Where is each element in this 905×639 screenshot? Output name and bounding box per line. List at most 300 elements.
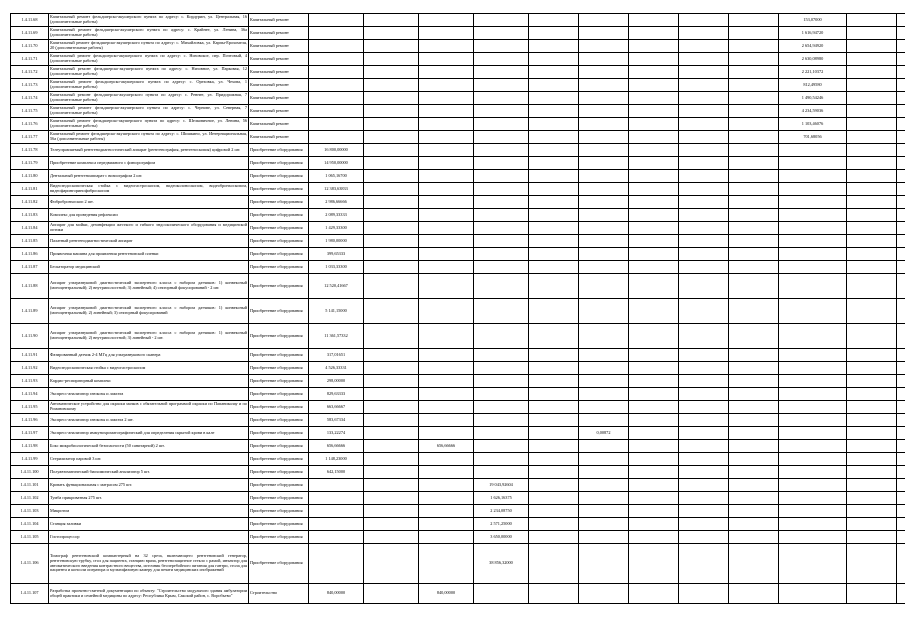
value-cell: [529, 105, 579, 118]
row-name: Фазированный датчик 2-4 МГц для ультразвукового сканера: [49, 349, 249, 362]
row-number: 1.4.11.85: [11, 235, 49, 248]
value-cell: [579, 349, 629, 362]
value-cell: [579, 274, 629, 299]
value-cell: [779, 261, 847, 274]
value-cell: [364, 66, 419, 79]
row-name: Автоматическое устройство для окраски мазков с обязательной программой окраски по Папаниколау и по Романовскому: [49, 401, 249, 414]
value-cell: [474, 27, 529, 40]
value-cell: [897, 14, 905, 27]
value-cell: [529, 299, 579, 324]
table-row: [11, 79, 905, 92]
row-type: Приобретение оборудования: [249, 505, 309, 518]
table-row: [11, 209, 905, 222]
row-name: Капитальный ремонт фельдшерско-акушерского пункта по адресу: с. Кордурин, ул. Центральная, 16 (дополнительные работы): [49, 14, 249, 27]
value-cell: [629, 584, 679, 604]
value-cell: [529, 466, 579, 479]
value-cell: [679, 196, 729, 209]
value-cell: [529, 375, 579, 388]
value-cell: [529, 349, 579, 362]
row-name: Капитальный ремонт фельдшерско-акушерского пункта по адресу: с. Реннее, ул. Придорожная, 7 (дополнительные работы): [49, 92, 249, 105]
value-cell: [364, 131, 419, 144]
row-type: Приобретение оборудования: [249, 299, 309, 324]
row-type: Капитальный ремонт: [249, 118, 309, 131]
table-row: [11, 157, 905, 170]
value-cell: [309, 131, 364, 144]
value-cell: [419, 118, 474, 131]
value-cell: 2 654,94920: [779, 40, 847, 53]
value-cell: 1 429,33300: [309, 222, 364, 235]
value-cell: [679, 479, 729, 492]
row-type: Приобретение оборудования: [249, 453, 309, 466]
value-cell: [579, 440, 629, 453]
value-cell: [847, 196, 897, 209]
value-cell: 12 383,63833: [309, 183, 364, 196]
value-cell: [529, 261, 579, 274]
row-type: Приобретение оборудования: [249, 324, 309, 349]
row-number: 1.4.11.98: [11, 440, 49, 453]
value-cell: [847, 584, 897, 604]
value-cell: [364, 261, 419, 274]
value-cell: [529, 531, 579, 544]
value-cell: [897, 453, 905, 466]
value-cell: [364, 414, 419, 427]
value-cell: [779, 196, 847, 209]
row-name: Капитальный ремонт фельдшерско-акушерского пункта по адресу: с. Низовское, пер. Почтовый, 4 (дополнительные работы): [49, 53, 249, 66]
value-cell: [679, 414, 729, 427]
value-cell: [729, 531, 779, 544]
value-cell: [629, 235, 679, 248]
value-cell: [364, 209, 419, 222]
value-cell: 1 065,16700: [309, 170, 364, 183]
value-cell: [679, 466, 729, 479]
value-cell: [579, 14, 629, 27]
value-cell: [579, 27, 629, 40]
value-cell: [579, 196, 629, 209]
row-type: Приобретение оборудования: [249, 401, 309, 414]
row-number: 1.4.11.102: [11, 492, 49, 505]
value-cell: [364, 144, 419, 157]
row-number: 1.4.11.84: [11, 222, 49, 235]
value-cell: [529, 505, 579, 518]
table-row: [11, 453, 905, 466]
value-cell: [897, 131, 905, 144]
table-row: [11, 479, 905, 492]
row-name: Проявочная машина для проявления рентгеновской пленки: [49, 248, 249, 261]
value-cell: [897, 183, 905, 196]
value-cell: [847, 170, 897, 183]
row-number: 1.4.11.104: [11, 518, 49, 531]
value-cell: 1 490,54246: [779, 92, 847, 105]
value-cell: [474, 427, 529, 440]
value-cell: 583,67334: [309, 414, 364, 427]
value-cell: [779, 440, 847, 453]
value-cell: [474, 324, 529, 349]
value-cell: [847, 375, 897, 388]
value-cell: 701,68056: [779, 131, 847, 144]
row-name: Гистопроцессор: [49, 531, 249, 544]
value-cell: [474, 299, 529, 324]
value-cell: [779, 235, 847, 248]
value-cell: [364, 440, 419, 453]
row-type: Приобретение оборудования: [249, 362, 309, 375]
value-cell: [679, 299, 729, 324]
value-cell: 14 950,00000: [309, 157, 364, 170]
value-cell: [847, 518, 897, 531]
row-number: 1.4.11.69: [11, 27, 49, 40]
value-cell: [364, 584, 419, 604]
row-number: 1.4.11.83: [11, 209, 49, 222]
table-row: [11, 299, 905, 324]
value-cell: [779, 492, 847, 505]
value-cell: 656,66666: [309, 440, 364, 453]
value-cell: 1 616,94720: [779, 27, 847, 40]
value-cell: 5 141,15000: [309, 299, 364, 324]
value-cell: 133,22274: [309, 427, 364, 440]
value-cell: [579, 505, 629, 518]
value-cell: [364, 27, 419, 40]
row-type: Приобретение оборудования: [249, 349, 309, 362]
value-cell: [579, 453, 629, 466]
value-cell: [679, 66, 729, 79]
value-cell: [309, 92, 364, 105]
value-cell: [679, 144, 729, 157]
value-cell: [629, 492, 679, 505]
value-cell: [579, 388, 629, 401]
row-number: 1.4.11.97: [11, 427, 49, 440]
row-name: Микротом: [49, 505, 249, 518]
value-cell: [419, 27, 474, 40]
value-cell: [847, 427, 897, 440]
value-cell: [897, 274, 905, 299]
table-row: [11, 427, 905, 440]
value-cell: [419, 40, 474, 53]
row-number: 1.4.11.80: [11, 170, 49, 183]
row-type: Приобретение оборудования: [249, 196, 309, 209]
value-cell: [629, 362, 679, 375]
value-cell: [779, 274, 847, 299]
value-cell: [579, 375, 629, 388]
value-cell: [529, 479, 579, 492]
value-cell: [729, 14, 779, 27]
value-cell: [779, 222, 847, 235]
value-cell: 11 361,57332: [309, 324, 364, 349]
value-cell: [529, 324, 579, 349]
value-cell: [419, 479, 474, 492]
value-cell: [309, 27, 364, 40]
value-cell: [474, 105, 529, 118]
value-cell: [419, 427, 474, 440]
value-cell: [419, 531, 474, 544]
row-type: Приобретение оборудования: [249, 248, 309, 261]
value-cell: [847, 414, 897, 427]
value-cell: [779, 375, 847, 388]
value-cell: [529, 209, 579, 222]
value-cell: [679, 105, 729, 118]
value-cell: [629, 544, 679, 584]
value-cell: [897, 518, 905, 531]
value-cell: [529, 27, 579, 40]
value-cell: [629, 196, 679, 209]
value-cell: [729, 27, 779, 40]
value-cell: [679, 440, 729, 453]
value-cell: [629, 427, 679, 440]
value-cell: [679, 209, 729, 222]
row-name: Кровать функциональная с матрасом 275 шт.: [49, 479, 249, 492]
value-cell: [309, 105, 364, 118]
value-cell: 16 800,00000: [309, 144, 364, 157]
value-cell: [679, 324, 729, 349]
value-cell: [309, 544, 364, 584]
value-cell: [419, 324, 474, 349]
value-cell: [847, 544, 897, 584]
value-cell: [779, 414, 847, 427]
value-cell: [309, 40, 364, 53]
value-cell: [629, 53, 679, 66]
value-cell: [629, 105, 679, 118]
value-cell: [419, 183, 474, 196]
value-cell: 298,00000: [309, 375, 364, 388]
row-type: Приобретение оборудования: [249, 479, 309, 492]
value-cell: [579, 518, 629, 531]
value-cell: [474, 440, 529, 453]
table-row: [11, 466, 905, 479]
table-body: [11, 14, 905, 604]
value-cell: [529, 66, 579, 79]
row-name: Томограф рентгеновский компьютерный на 32 среза, включающего рентгеновский генератор, рентгеновскую трубку, стол для пациента, станцию врача, рентгенозащитное стекло с рамой, инъектор для автоматического введения контрастного вещества, источник бесперебойного питания для гантри, стола для пациента и консоли оператора и мультифазовую камеру для печати медицинских изображений: [49, 544, 249, 584]
value-cell: [847, 492, 897, 505]
value-cell: [847, 248, 897, 261]
value-cell: 2 630,08980: [779, 53, 847, 66]
value-cell: [364, 92, 419, 105]
value-cell: [779, 388, 847, 401]
value-cell: [364, 518, 419, 531]
row-number: 1.4.11.90: [11, 324, 49, 349]
value-cell: [474, 274, 529, 299]
value-cell: [474, 92, 529, 105]
row-name: Стерилизатор паровой 3 шт.: [49, 453, 249, 466]
value-cell: [729, 505, 779, 518]
row-number: 1.4.11.68: [11, 14, 49, 27]
value-cell: [364, 299, 419, 324]
value-cell: [529, 492, 579, 505]
value-cell: 656,66666: [419, 440, 474, 453]
row-type: Приобретение оборудования: [249, 144, 309, 157]
value-cell: [529, 14, 579, 27]
row-number: 1.4.11.82: [11, 196, 49, 209]
value-cell: [529, 518, 579, 531]
value-cell: [629, 66, 679, 79]
value-cell: 642,15000: [309, 466, 364, 479]
value-cell: 812,49580: [779, 79, 847, 92]
value-cell: [419, 144, 474, 157]
value-cell: [729, 414, 779, 427]
table-row: [11, 118, 905, 131]
value-cell: [529, 274, 579, 299]
value-cell: [629, 453, 679, 466]
value-cell: [897, 170, 905, 183]
value-cell: [729, 479, 779, 492]
value-cell: [679, 401, 729, 414]
value-cell: [729, 118, 779, 131]
table-row: [11, 362, 905, 375]
table-row: [11, 131, 905, 144]
row-name: Видеоэндоскопическая стойка с видеогастроскопом, видеоколоноскопом, видеобронхоскопом, видеофарингоринофиброскопом: [49, 183, 249, 196]
row-name: Приобретение комплекса передвижного с флюорографом: [49, 157, 249, 170]
value-cell: [779, 209, 847, 222]
value-cell: [474, 118, 529, 131]
value-cell: [897, 466, 905, 479]
value-cell: [364, 14, 419, 27]
value-cell: [847, 505, 897, 518]
row-name: Бескаторатор медицинский: [49, 261, 249, 274]
value-cell: [729, 427, 779, 440]
row-type: Капитальный ремонт: [249, 14, 309, 27]
value-cell: [629, 299, 679, 324]
value-cell: [419, 131, 474, 144]
value-cell: [897, 414, 905, 427]
value-cell: [419, 274, 474, 299]
value-cell: [419, 505, 474, 518]
value-cell: [579, 66, 629, 79]
value-cell: [529, 544, 579, 584]
value-cell: [847, 157, 897, 170]
value-cell: [897, 531, 905, 544]
value-cell: [474, 453, 529, 466]
value-cell: [579, 248, 629, 261]
value-cell: [729, 453, 779, 466]
row-type: Приобретение оборудования: [249, 518, 309, 531]
value-cell: [579, 261, 629, 274]
value-cell: 1 626,16375: [474, 492, 529, 505]
value-cell: [897, 209, 905, 222]
value-cell: [579, 118, 629, 131]
row-name: Капитальный ремонт фельдшерско-акушерского пункта по адресу: с. Михайловка, ул. Карпы-Ерохомеля, 20 (дополнительные работы): [49, 40, 249, 53]
row-number: 1.4.11.92: [11, 362, 49, 375]
table-row: [11, 531, 905, 544]
row-type: Приобретение оборудования: [249, 492, 309, 505]
value-cell: [679, 349, 729, 362]
row-type: Капитальный ремонт: [249, 105, 309, 118]
value-cell: [474, 170, 529, 183]
value-cell: [897, 492, 905, 505]
value-cell: [579, 531, 629, 544]
value-cell: [579, 466, 629, 479]
table-row: [11, 349, 905, 362]
table-row: [11, 401, 905, 414]
row-type: Приобретение оборудования: [249, 427, 309, 440]
value-cell: [679, 261, 729, 274]
value-cell: 399,65333: [309, 248, 364, 261]
row-type: Капитальный ремонт: [249, 53, 309, 66]
value-cell: [847, 118, 897, 131]
value-cell: [679, 584, 729, 604]
value-cell: [729, 401, 779, 414]
value-cell: 2 221,10372: [779, 66, 847, 79]
value-cell: [419, 79, 474, 92]
value-cell: [579, 170, 629, 183]
value-cell: [729, 157, 779, 170]
value-cell: [474, 248, 529, 261]
row-number: 1.4.11.89: [11, 299, 49, 324]
value-cell: [629, 131, 679, 144]
value-cell: [529, 131, 579, 144]
value-cell: [579, 584, 629, 604]
value-cell: [579, 157, 629, 170]
value-cell: [729, 466, 779, 479]
value-cell: [897, 299, 905, 324]
value-cell: 3 650,00000: [474, 531, 529, 544]
value-cell: [629, 248, 679, 261]
row-number: 1.4.11.99: [11, 453, 49, 466]
value-cell: [679, 492, 729, 505]
value-cell: [579, 479, 629, 492]
value-cell: [629, 79, 679, 92]
value-cell: [729, 53, 779, 66]
value-cell: 153,07000: [779, 14, 847, 27]
value-cell: [679, 222, 729, 235]
value-cell: [474, 414, 529, 427]
row-name: Бокс микробиологической безопасности (50 санитарной) 2 шт.: [49, 440, 249, 453]
row-name: Телеуправляемый рентгенодиагностический аппарат (рентгенография, рентгеноскопия) цифровой 2 шт.: [49, 144, 249, 157]
value-cell: [419, 492, 474, 505]
value-cell: [847, 222, 897, 235]
value-cell: [679, 362, 729, 375]
table-row: [11, 53, 905, 66]
value-cell: [474, 183, 529, 196]
value-cell: [629, 27, 679, 40]
value-cell: [579, 183, 629, 196]
value-cell: [847, 440, 897, 453]
table-row: [11, 235, 905, 248]
value-cell: [529, 118, 579, 131]
row-type: Капитальный ремонт: [249, 27, 309, 40]
value-cell: [579, 131, 629, 144]
value-cell: [579, 40, 629, 53]
value-cell: [529, 183, 579, 196]
value-cell: [847, 261, 897, 274]
value-cell: [364, 40, 419, 53]
row-name: Дентальный рентгеноаппарат с визиографом 2 шт.: [49, 170, 249, 183]
value-cell: [529, 79, 579, 92]
row-number: 1.4.11.81: [11, 183, 49, 196]
value-cell: [897, 105, 905, 118]
value-cell: [529, 157, 579, 170]
value-cell: [419, 401, 474, 414]
row-type: Приобретение оборудования: [249, 170, 309, 183]
value-cell: [474, 388, 529, 401]
row-type: Приобретение оборудования: [249, 531, 309, 544]
row-name: Капитальный ремонт фельдшерско-акушерского пункта по адресу: с. Шишкино, ул. Интернациональная, 56а (дополнительные работы): [49, 131, 249, 144]
value-cell: [729, 209, 779, 222]
value-cell: [419, 248, 474, 261]
value-cell: [779, 401, 847, 414]
value-cell: 2 234,08750: [474, 505, 529, 518]
value-cell: [779, 157, 847, 170]
value-cell: [729, 274, 779, 299]
value-cell: [364, 427, 419, 440]
value-cell: [419, 14, 474, 27]
value-cell: [679, 53, 729, 66]
value-cell: [629, 440, 679, 453]
row-number: 1.4.11.107: [11, 584, 49, 604]
value-cell: [679, 157, 729, 170]
value-cell: [779, 584, 847, 604]
row-name: Фибробронхоскоп 2 шт.: [49, 196, 249, 209]
value-cell: [419, 196, 474, 209]
value-cell: [629, 375, 679, 388]
value-cell: [679, 170, 729, 183]
value-cell: [474, 196, 529, 209]
